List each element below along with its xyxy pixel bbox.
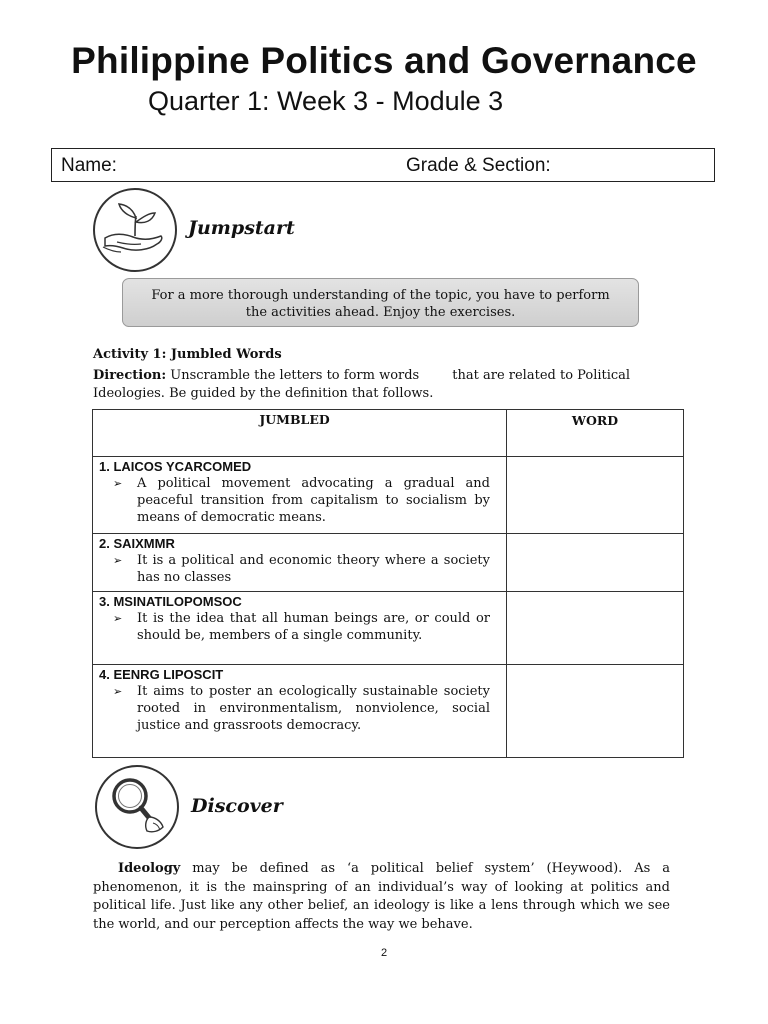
answer-cell[interactable]: [507, 592, 684, 665]
definition-text: It is a political and economic theory where a society has no classes: [137, 553, 490, 585]
discover-heading: Discover: [191, 795, 283, 817]
name-grade-box: [51, 148, 715, 182]
intro-line-2: the activities ahead. Enjoy the exercises.: [245, 305, 516, 320]
table-row: [93, 457, 684, 534]
name-label: Name:: [61, 155, 117, 176]
intro-callout: [122, 278, 639, 327]
table-row: [93, 534, 684, 592]
answer-cell[interactable]: [507, 534, 684, 592]
jumbled-word: 2. SAIXMMR: [99, 536, 175, 551]
jumbled-words-table: [92, 409, 684, 758]
jumbled-word: 3. MSINATILOPOMSOC: [99, 594, 242, 609]
document-subtitle: Quarter 1: Week 3 - Module 3: [148, 86, 504, 116]
jumbled-word: 1. LAICOS YCARCOMED: [99, 459, 252, 474]
jumpstart-badge: [93, 188, 177, 272]
arrow-bullet-icon: ➢: [113, 685, 123, 698]
magnifying-glass-icon: [97, 767, 177, 847]
column-header-jumbled: JUMBLED: [93, 410, 507, 457]
direction-label: Direction:: [93, 368, 167, 383]
arrow-bullet-icon: ➢: [113, 612, 123, 625]
table-header-row: [93, 410, 684, 457]
discover-badge: [95, 765, 179, 849]
grade-section-label: Grade & Section:: [406, 155, 551, 176]
definition-text: A political movement advocating a gradual and peaceful transition from capitalism to socialism by means of democratic means.: [137, 476, 490, 525]
arrow-bullet-icon: ➢: [113, 477, 123, 490]
table-row: [93, 665, 684, 758]
table-row: [93, 592, 684, 665]
intro-line-1: For a more thorough understanding of the topic, you have to perform: [151, 288, 610, 303]
ideology-term: Ideology: [118, 861, 181, 876]
ideology-text: may be defined as ‘a political belief system’ (Heywood). As a phenomenon, it is the mainspring of an individual’s way of looking at politics and political life. Just like any other belief, an ideology is like a lens through which we see the world, and our perception affects the way we behave.: [93, 861, 670, 932]
hand-sprout-icon: [95, 190, 175, 270]
jumpstart-heading: Jumpstart: [188, 217, 295, 239]
ideology-paragraph: [93, 860, 670, 934]
jumbled-word: 4. EENRG LIPOSCIT: [99, 667, 224, 682]
definition-text: It is the idea that all human beings are, or could or should be, members of a single community.: [137, 611, 490, 643]
activity-direction: [93, 367, 663, 403]
document-title: Philippine Politics and Governance: [71, 40, 697, 81]
column-header-word: WORD: [507, 410, 684, 457]
answer-cell[interactable]: [507, 665, 684, 758]
definition-text: It aims to poster an ecologically sustainable society rooted in environmentalism, nonviolence, social justice and grassroots democracy.: [137, 684, 490, 733]
arrow-bullet-icon: ➢: [113, 554, 123, 567]
activity-title: Activity 1: Jumbled Words: [93, 347, 282, 362]
direction-text: Unscramble the letters to form words that are related to Political Ideologies. Be guided by the definition that follows.: [93, 368, 635, 401]
page-number: 2: [380, 947, 388, 959]
answer-cell[interactable]: [507, 457, 684, 534]
